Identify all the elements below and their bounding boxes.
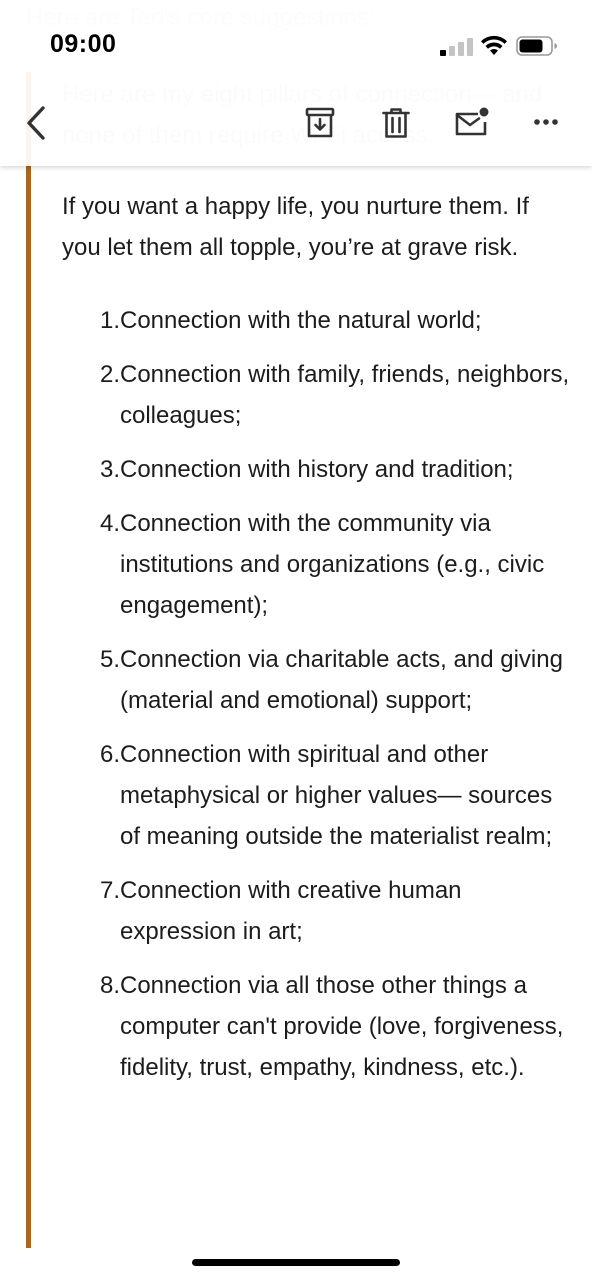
list-item-text: Connection with history and tradition; <box>120 456 514 483</box>
intro-paragraph: If you want a happy life, you nurture them. If you let them all topple, you’re at grave risk. <box>62 193 529 261</box>
list-item-text: Connection via charitable acts, and giving (material and emotional) support; <box>120 646 563 714</box>
list-item-number: 8. <box>99 972 120 999</box>
mail-unread-icon <box>454 106 490 138</box>
wifi-icon <box>480 34 508 56</box>
status-time: 09:00 <box>50 30 117 58</box>
list-item <box>62 354 572 436</box>
list-item <box>62 870 572 952</box>
back-button[interactable] <box>14 100 58 146</box>
archive-icon <box>305 107 335 139</box>
list-item-number: 1. <box>99 307 120 334</box>
status-bar <box>0 0 592 90</box>
list-item-number: 7. <box>99 877 120 904</box>
list-item-text: Connection with creative human expression in art; <box>120 877 462 945</box>
delete-button[interactable] <box>376 102 416 144</box>
list-item <box>62 449 572 490</box>
list-item-text: Connection via all those other things a computer can't provide (love, forgiveness, fidelity, trust, empathy, kindness, etc.). <box>120 972 564 1081</box>
mark-unread-button[interactable] <box>452 100 492 144</box>
list-item <box>62 300 572 341</box>
email-body <box>62 186 572 1101</box>
list-item-number: 6. <box>99 741 120 768</box>
blockquote-bar <box>26 166 31 1248</box>
chevron-left-icon <box>23 105 49 141</box>
list-item <box>62 734 572 857</box>
list-item-text: Connection with family, friends, neighbors, colleagues; <box>120 361 570 429</box>
trash-icon <box>382 107 410 139</box>
home-indicator[interactable] <box>192 1259 400 1266</box>
archive-button[interactable] <box>300 102 340 144</box>
list-item <box>62 639 572 721</box>
list-item-number: 5. <box>99 646 120 673</box>
list-item-number: 3. <box>99 456 120 483</box>
list-item <box>62 965 572 1088</box>
list-item-text: Connection with the natural world; <box>120 307 482 334</box>
battery-icon <box>516 36 558 56</box>
list-item-text: Connection with the community via institutions and organizations (e.g., civic engagement); <box>120 510 545 619</box>
list-item-number: 4. <box>99 510 120 537</box>
more-button[interactable] <box>526 104 566 140</box>
list-item-number: 2. <box>99 361 120 388</box>
more-icon <box>533 118 559 126</box>
list-item-text: Connection with spiritual and other metaphysical or higher values— sources of meaning outside the materialist realm; <box>120 741 553 850</box>
cellular-signal-icon <box>440 38 474 56</box>
pillars-list <box>62 300 572 1088</box>
list-item <box>62 503 572 626</box>
message-toolbar <box>0 90 592 160</box>
